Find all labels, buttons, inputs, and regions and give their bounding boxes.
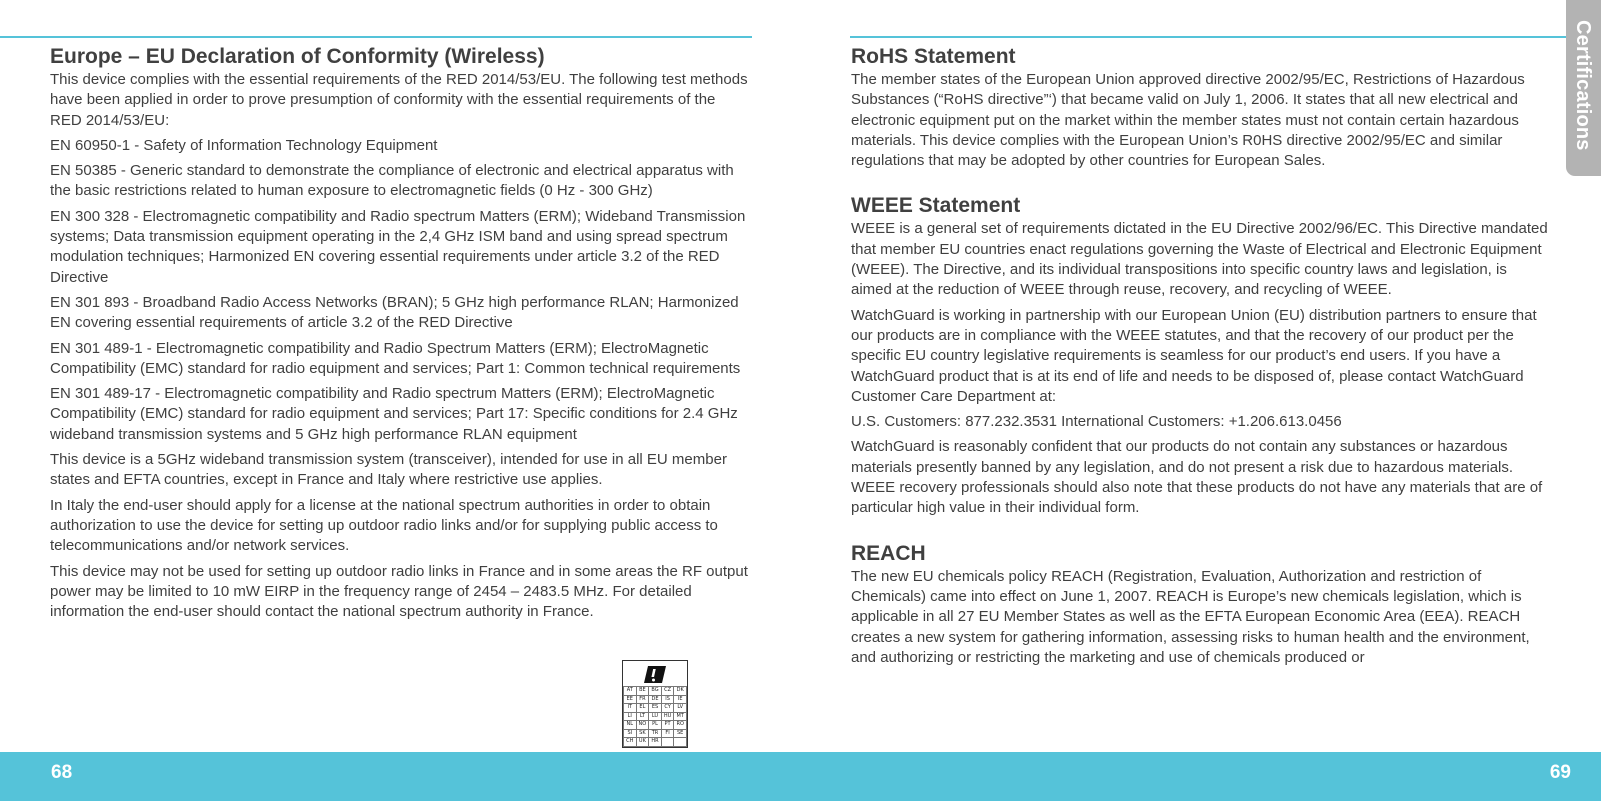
country-code: TR	[649, 729, 662, 738]
country-row	[624, 721, 687, 730]
paragraph: WatchGuard is reasonably confident that our products do not contain any substances or hazardous materials presently banned by any legislation, and do not present a risk due to hazardous materials. WEEE recovery professionals should also note that these products do not have any materials that are of particular high value in their individual form.	[851, 438, 1543, 517]
paragraph: EN 301 489-1 - Electromagnetic compatibility and Radio Spectrum Matters (ERM); ElectroMagnetic Compatibility (EMC) standard for radio equipment and services; Part 1: Common technical requirements	[50, 339, 741, 377]
country-code: SE	[674, 729, 687, 738]
footer-bar	[0, 752, 1601, 801]
country-code: LU	[649, 712, 662, 721]
country-code: PL	[649, 721, 662, 730]
paragraph: EN 301 893 - Broadband Radio Access Networks (BRAN); 5 GHz high performance RLAN; Harmonized EN covering essential requirements of article 3.2 of the RED Directive	[50, 293, 739, 332]
country-code: NL	[624, 721, 637, 730]
country-code: MT	[674, 712, 687, 721]
country-code: LI	[624, 712, 637, 721]
top-rule-left	[0, 36, 752, 38]
page-number-left: 68	[51, 762, 73, 783]
country-row	[624, 687, 687, 696]
paragraph: EN 301 489-17 - Electromagnetic compatibility and Radio spectrum Matters (ERM); ElectroMagnetic Compatibility (EMC) standard for radio equipment and services; Part 17: Specific conditions for 2.4 GHz wideband transmission systems and 5 GHz high performance RLAN equipment	[50, 385, 738, 443]
country-row	[624, 704, 687, 713]
section-title: Europe – EU Declaration of Conformity (Wireless)	[50, 45, 545, 68]
country-code: RO	[674, 721, 687, 730]
country-row	[624, 729, 687, 738]
country-code: HR	[649, 738, 662, 747]
country-code: LT	[636, 712, 649, 721]
country-code: SI	[624, 729, 637, 738]
side-tab-label: Certifications	[1572, 20, 1594, 151]
country-code: DK	[674, 687, 687, 696]
paragraph: EN 60950-1 - Safety of Information Technology Equipment	[50, 136, 438, 154]
section-title: RoHS Statement	[851, 45, 1016, 68]
paragraph: This device complies with the essential requirements of the RED 2014/53/EU. The following test methods have been applied in order to prove presumption of conformity with the essential requirements of the RED 2014/53/EU:	[50, 71, 748, 129]
rohs-section	[851, 44, 1551, 171]
country-code: ES	[649, 704, 662, 713]
top-rule-right	[850, 36, 1568, 38]
country-code: BE	[636, 687, 649, 696]
country-code: CH	[624, 738, 637, 747]
country-code: CY	[661, 704, 674, 713]
weee-section	[851, 193, 1551, 518]
restriction-country-table	[622, 660, 688, 748]
alert-icon	[643, 665, 667, 684]
section-title: WEEE Statement	[851, 194, 1021, 218]
page-number-right: 69	[1549, 762, 1571, 783]
paragraph: This device is a 5GHz wideband transmission system (transceiver), intended for use in all EU member states and EFTA countries, except in France and Italy where restrictive use applies.	[50, 451, 727, 489]
country-code: AT	[624, 687, 637, 696]
paragraph: The member states of the European Union approved directive 2002/95/EC, Restrictions of Hazardous Substances (“RoHS directive”‘) that became valid on July 1, 2006. It states that all new electrical and electronic equipment put on the market within the member states must not contain certain hazardous materials. This device complies with the European Union’s R0HS directive 2002/95/EC and similar regulations that may be adopted by other countries for European Sales.	[851, 71, 1525, 170]
right-page-content	[851, 44, 1551, 690]
paragraph: U.S. Customers: 877.232.3531 International Customers: +1.206.613.0456	[851, 413, 1342, 431]
country-code: IT	[624, 704, 637, 713]
left-page-content	[50, 44, 750, 627]
country-code: DE	[649, 695, 662, 704]
country-code: LV	[674, 704, 687, 713]
section-title: REACH	[851, 541, 926, 565]
reach-section	[851, 541, 1551, 668]
country-code	[674, 738, 687, 747]
country-code: SK	[636, 729, 649, 738]
country-code: FI	[661, 729, 674, 738]
country-code	[661, 738, 674, 747]
paragraph: EN 300 328 - Electromagnetic compatibility and Radio spectrum Matters (ERM); Wideband Transmission systems; Data transmission equipment operating in the 2,4 GHz ISM band and using spread spectrum modulation techniques; Harmonized EN covering essential requirements under article 3.2 of the RED Directive	[50, 207, 746, 286]
paragraph: The new EU chemicals policy REACH (Registration, Evaluation, Authorization and restriction of Chemicals) came into effect on June 1, 2007. REACH is Europe’s new chemicals legislation, which is applicable in all 27 EU Member States as well as the EFTA European Economic Area (EEA). REACH creates a new system for gathering information, assessing risks to human health and the environment, and authorizing or restricting the marketing and use of chemicals produced or	[851, 567, 1530, 666]
country-code: PT	[661, 721, 674, 730]
country-code: HU	[661, 712, 674, 721]
country-code: IE	[674, 695, 687, 704]
country-grid	[623, 686, 687, 747]
country-code: NO	[636, 721, 649, 730]
country-code: CZ	[661, 687, 674, 696]
country-code: UK	[636, 738, 649, 747]
country-code: BG	[649, 687, 662, 696]
paragraph: This device may not be used for setting up outdoor radio links in France and in some areas the RF output power may be limited to 10 mW EIRP in the frequency range of 2454 – 2483.5 MHz. For detailed information the end-user should contact the national spectrum authority in France.	[50, 562, 748, 621]
country-row	[624, 712, 687, 721]
country-code: FR	[636, 695, 649, 704]
country-row	[624, 695, 687, 704]
country-code: EL	[636, 704, 649, 713]
country-row	[624, 738, 687, 747]
country-code: EE	[624, 695, 637, 704]
paragraph: WatchGuard is working in partnership with our European Union (EU) distribution partners to ensure that our products are in compliance with the WEEE statutes, and that the recovery of our product per the specific EU country legislative requirements is seamless for our product’s end users. If you have a WatchGuard product that is at its end of life and needs to be disposed of, please contact WatchGuard Customer Care Department at:	[851, 306, 1537, 405]
country-code: IS	[661, 695, 674, 704]
paragraph: In Italy the end-user should apply for a license at the national spectrum authorities in order to obtain authorization to use the device for setting up outdoor radio links and/or for supplying public access to telecommunications and/or network services.	[50, 496, 718, 555]
paragraph: EN 50385 - Generic standard to demonstrate the compliance of electronic and electrical apparatus with the basic restrictions related to human exposure to electromagnetic fields (0 Hz - 300 GHz)	[50, 162, 734, 200]
paragraph: WEEE is a general set of requirements dictated in the EU Directive 2002/96/EC. This Directive mandated that member EU countries enact regulations governing the Waste of Electrical and Electronic Equipment (WEEE). The Directive, and its individual transpositions into specific country laws and legislation, is aimed at the reduction of WEEE through reuse, recovery, and recycling of WEEE.	[851, 220, 1548, 299]
